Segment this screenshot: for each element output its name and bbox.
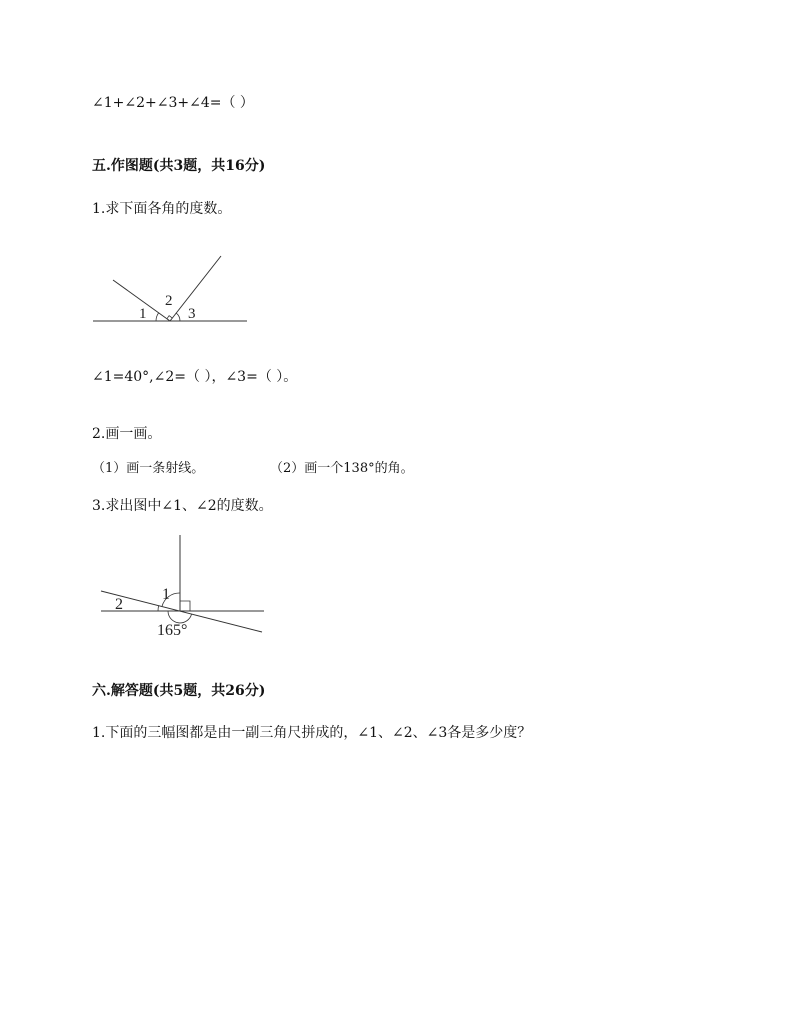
question-1: 1.求下面各角的度数。 (92, 201, 232, 217)
right-angle-mark (167, 316, 172, 319)
question-1-answer: ∠1=40°,∠2=（ ），∠3=（ ）。 (92, 369, 298, 385)
question-3: 3.求出图中∠1、∠2的度数。 (92, 498, 273, 514)
angle-2-arc (158, 606, 159, 612)
angle-figure-2 (96, 533, 266, 643)
question-6-1: 1.下面的三幅图都是由一副三角尺拼成的，∠1、∠2、∠3各是多少度？ (92, 725, 532, 741)
label-angle-1: 1 (139, 306, 147, 322)
question-2: 2.画一画。 (92, 426, 162, 442)
label-angle-2: 2 (165, 293, 173, 309)
label-angle-2: 2 (115, 596, 123, 613)
label-165-degree: 165° (157, 622, 188, 639)
section-5-heading: 五.作图题(共3题，共16分) (92, 158, 266, 174)
question-2-part-2: （2）画一个138°的角。 (270, 461, 414, 476)
label-angle-3: 3 (188, 306, 196, 322)
ray-right (170, 256, 221, 321)
angle-3-arc (176, 313, 180, 321)
angle-sum-question: ∠1+∠2+∠3+∠4=（ ） (92, 95, 254, 111)
question-2-part-1: （1）画一条射线。 (92, 461, 205, 476)
angle-figure-1 (90, 250, 250, 330)
right-angle-mark (180, 601, 190, 611)
label-angle-1: 1 (162, 586, 170, 603)
angle-1-arc (156, 313, 159, 321)
section-6-heading: 六.解答题(共5题，共26分) (92, 683, 266, 699)
